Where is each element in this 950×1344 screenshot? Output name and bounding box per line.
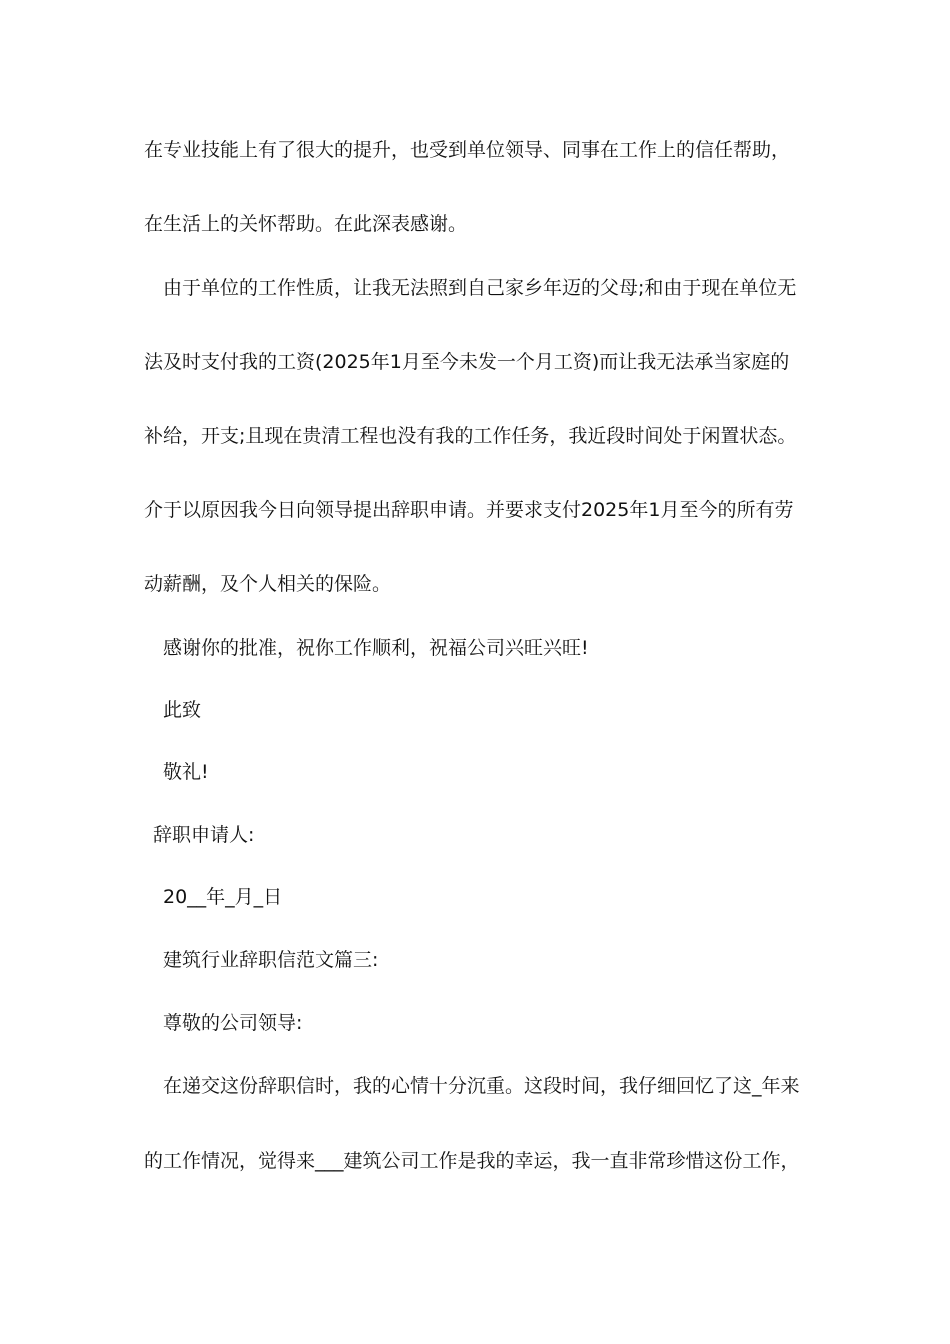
paragraph-line: 由于单位的工作性质，让我无法照到自己家乡年迈的父母;和由于现在单位无	[163, 277, 797, 299]
paragraph-line: 在专业技能上有了很大的提升，也受到单位领导、同事在工作上的信任帮助，	[144, 139, 791, 161]
paragraph-line: 介于以原因我今日向领导提出辞职申请。并要求支付2025年1月至今的所有劳	[144, 499, 794, 521]
paragraph-line: 补给，开支;且现在贵清工程也没有我的工作任务，我近段时间处于闲置状态。	[144, 425, 797, 447]
paragraph-line: 的工作情况，觉得来___建筑公司工作是我的幸运，我一直非常珍惜这份工作，	[144, 1150, 800, 1172]
closing-greeting: 敬礼!	[163, 761, 209, 783]
paragraph-line: 感谢你的批准，祝你工作顺利，祝福公司兴旺兴旺!	[163, 637, 589, 659]
signature-label: 辞职申请人:	[153, 824, 255, 846]
closing-salutation: 此致	[163, 699, 202, 721]
paragraph-line: 法及时支付我的工资(2025年1月至今未发一个月工资)而让我无法承当家庭的	[144, 351, 790, 373]
paragraph-line: 动薪酬，及个人相关的保险。	[144, 573, 392, 595]
letter-salutation: 尊敬的公司领导:	[163, 1012, 303, 1034]
date-line: 20__年_月_日	[163, 886, 283, 908]
section-heading: 建筑行业辞职信范文篇三:	[163, 949, 379, 971]
paragraph-line: 在生活上的关怀帮助。在此深表感谢。	[144, 213, 468, 235]
paragraph-line: 在递交这份辞职信时，我的心情十分沉重。这段时间，我仔细回忆了这_年来	[163, 1075, 800, 1097]
